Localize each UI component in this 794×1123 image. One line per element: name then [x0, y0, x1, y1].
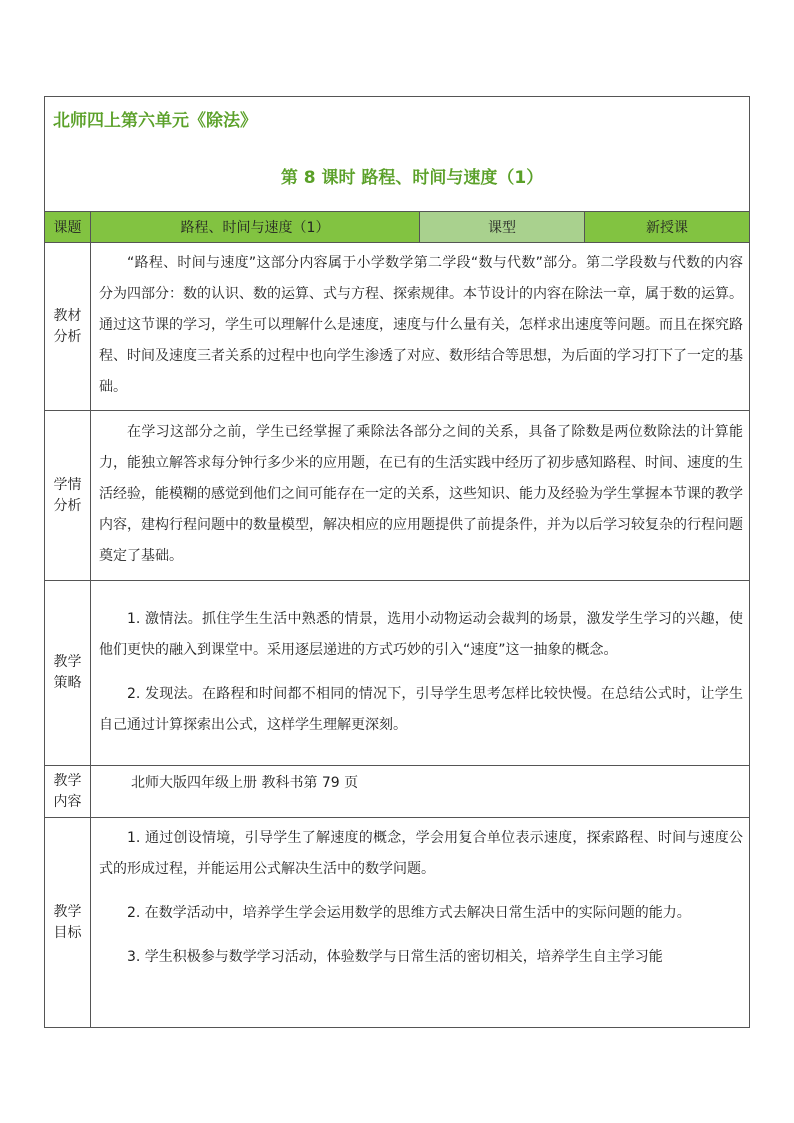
- paragraph: 2. 发现法。在路程和时间都不相同的情况下，引导学生思考怎样比较快慢。在总结公式时，让学生自己通过计算探索出公式，这样学生理解更深刻。: [99, 685, 744, 733]
- teaching-strategy-text: [91, 581, 750, 766]
- paragraph: 1. 激情法。抓住学生生活中熟悉的情景，选用小动物运动会裁判的场景，激发学生学习的兴趣，使他们更快的融入到课堂中。采用逐层递进的方式巧妙的引入“速度”这一抽象的概念。: [99, 610, 744, 658]
- student-analysis-text: [91, 411, 750, 581]
- label-line: 教学: [53, 654, 82, 670]
- paragraph: “路程、时间与速度”这部分内容属于小学数学第二学段“数与代数”部分。第二学段数与代数的内容分为四部分：数的认识、数的运算、式与方程、探索规律。本节设计的内容在除法一章，属于数的运算。通过这节课的学习，学生可以理解什么是速度，速度与什么量有关，怎样求出速度等问题。而且在探究路程、时间及速度三者关系的过程中也向学生渗透了对应、数形结合等思想，为后面的学习打下了一定的基础。: [99, 255, 744, 395]
- paragraph: 2. 在数学活动中，培养学生学会运用数学的思维方式去解决日常生活中的实际问题的能力。: [127, 905, 691, 921]
- teaching-goals-text: [91, 818, 750, 1028]
- lesson-plan-sheet: [44, 96, 749, 1028]
- lesson-title: 第 8 课时 路程、时间与速度（1）: [280, 168, 544, 188]
- paragraph: 1. 通过创设情境，引导学生了解速度的概念，学会用复合单位表示速度，探索路程、时间与速度公式的形成过程，并能运用公式解决生活中的数学问题。: [99, 830, 744, 877]
- label-line: 分析: [53, 328, 82, 345]
- topic-value: 路程、时间与速度（1）: [91, 212, 420, 243]
- teaching-strategy-row: [45, 581, 750, 766]
- label-line: 内容: [53, 793, 82, 810]
- label-line: 分析: [53, 497, 82, 514]
- teaching-content-label: [45, 766, 91, 818]
- topic-label: 课题: [45, 212, 91, 243]
- teaching-goals-row: [45, 818, 750, 1028]
- teaching-content-row: [45, 766, 750, 818]
- label-line: 教学: [53, 903, 82, 920]
- label-line: 策略: [53, 675, 82, 691]
- info-row: [45, 212, 750, 243]
- paragraph: 在学习这部分之前，学生已经掌握了乘除法各部分之间的关系，具备了除数是两位数除法的计算能力，能独立解答求每分钟行多少米的应用题，在已有的生活实践中经历了初步感知路程、时间、速度的生活经验，能模糊的感觉到他们之间可能存在一定的关系，这些知识、能力及经验为学生掌握本节课的教学内容，建构行程问题中的数量模型，解决相应的应用题提供了前提条件，并为以后学习较复杂的行程问题奠定了基础。: [99, 424, 744, 564]
- label-line: 目标: [53, 924, 82, 941]
- teaching-strategy-label: [45, 581, 91, 766]
- label-line: 学情: [53, 476, 82, 493]
- student-analysis-label: [45, 411, 91, 581]
- material-analysis-row: [45, 243, 750, 411]
- material-analysis-label: [45, 243, 91, 411]
- material-analysis-text: [91, 243, 750, 411]
- lesson-plan-table: [44, 96, 750, 1028]
- unit-title: 北师四上第六单元《除法》: [53, 111, 257, 131]
- paragraph: 3. 学生积极参与数学学习活动，体验数学与日常生活的密切相关，培养学生自主学习能: [127, 949, 663, 965]
- teaching-content-text: 北师大版四年级上册 教科书第 79 页: [91, 766, 750, 818]
- label-line: 教学: [53, 772, 82, 789]
- teaching-goals-label: [45, 818, 91, 1028]
- type-value: 新授课: [585, 212, 750, 243]
- title-cell: [45, 97, 750, 212]
- type-label: 课型: [420, 212, 585, 243]
- student-analysis-row: [45, 411, 750, 581]
- label-line: 教材: [53, 307, 82, 324]
